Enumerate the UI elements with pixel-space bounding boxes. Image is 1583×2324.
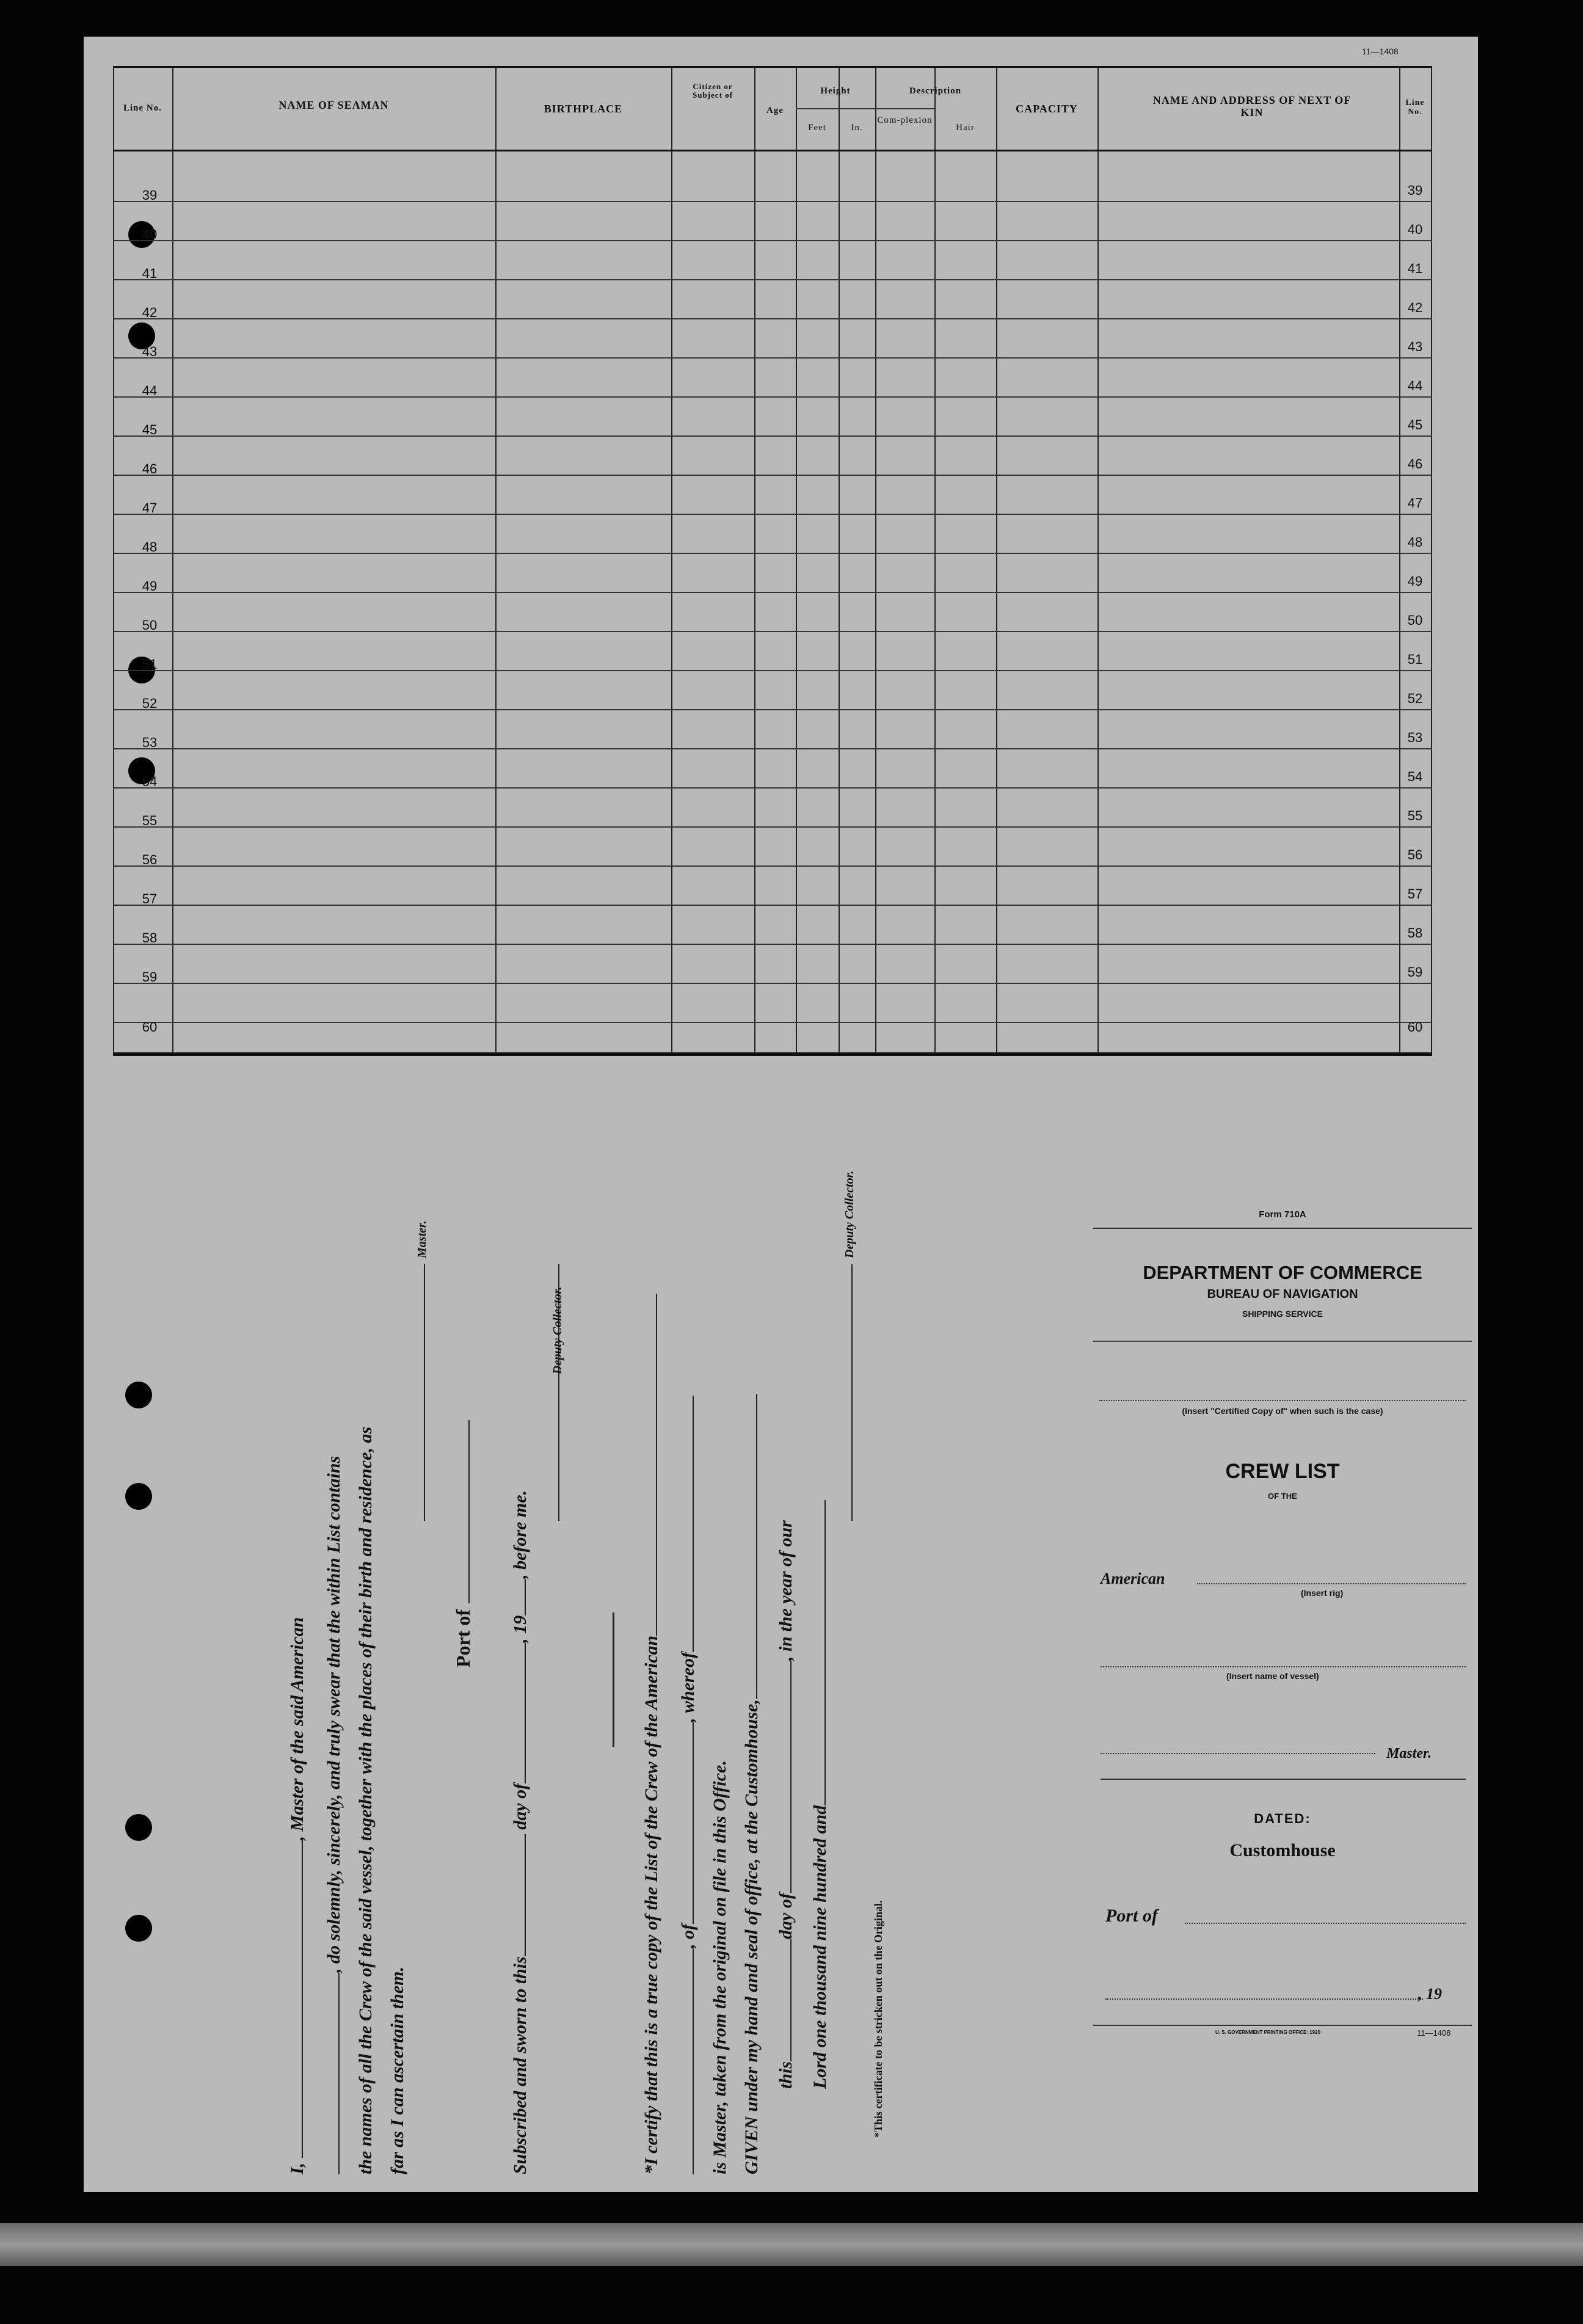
given-this: this	[776, 2061, 796, 2089]
row-number: 44	[142, 383, 158, 398]
row-number-right: 59	[1407, 964, 1423, 980]
header-description: Description	[909, 86, 962, 96]
row-number: 47	[142, 500, 158, 515]
oath-master-of: , Master of the said American	[287, 1617, 307, 1841]
cover-form-code: 11—1408	[1417, 2028, 1451, 2038]
row-number-right: 41	[1407, 261, 1423, 276]
oath-i: I,	[287, 2162, 307, 2174]
row-number-right: 44	[1407, 378, 1423, 393]
oath-deputy-collector-2: Deputy Collector.	[843, 1170, 856, 1258]
cover-block	[1093, 1209, 1472, 2052]
oath-names: the names of all the Crew of the said vessel, together with the places of their birth and residence, as	[355, 1426, 376, 2174]
row-number: 58	[142, 930, 158, 945]
given-text: GIVEN under my hand and seal of office, at the Customhouse,	[741, 1699, 762, 2174]
row-number-right: 43	[1407, 339, 1423, 354]
header-complexion: Com-plexion	[877, 115, 933, 125]
row-number: 40	[142, 227, 158, 242]
row-number-right: 57	[1407, 886, 1423, 902]
crew-list-title: CREW LIST	[1225, 1460, 1340, 1483]
dated-label: DATED:	[1254, 1811, 1311, 1826]
master-label: Master.	[1386, 1746, 1432, 1761]
row-number-right: 39	[1407, 183, 1423, 198]
row-number-right: 46	[1407, 456, 1423, 472]
form-number: Form 710A	[1259, 1209, 1306, 1220]
row-number: 48	[142, 539, 158, 555]
oath-ascertain: far as I can ascertain them.	[387, 1966, 407, 2174]
insert-vessel-note: (Insert name of vessel)	[1226, 1671, 1319, 1681]
oath-day-of: day of	[510, 1783, 530, 1830]
customhouse-label: Customhouse	[1229, 1840, 1336, 1860]
given-day-of: day of	[776, 1893, 796, 1939]
row-number-right: 50	[1407, 613, 1423, 628]
row-number-right: 51	[1407, 652, 1423, 667]
oath-swear: , do solemnly, sincerely, and truly swear that the within List contains	[324, 1455, 344, 1973]
row-number-right: 53	[1407, 730, 1423, 745]
row-number-right: 45	[1407, 417, 1423, 432]
oath-before-me: , before me.	[510, 1490, 530, 1579]
punch-hole	[125, 1483, 152, 1510]
row-number: 53	[142, 735, 158, 750]
header-line-no: Line No.	[123, 103, 162, 113]
bureau-title: BUREAU OF NAVIGATION	[1207, 1288, 1358, 1301]
oath-deputy-collector-1: Deputy Collector.	[551, 1286, 564, 1374]
service-title: SHIPPING SERVICE	[1242, 1309, 1323, 1319]
header-capacity: CAPACITY	[1016, 103, 1078, 115]
row-number: 45	[142, 422, 158, 437]
header-name-of-seaman: NAME OF SEAMAN	[278, 99, 389, 111]
certify-whereof: , whereof	[678, 1652, 698, 1722]
oath-19: , 19	[510, 1615, 530, 1643]
oath-subscribed: Subscribed and sworn to this	[510, 1956, 530, 2174]
oath-section	[287, 1167, 1081, 2174]
row-number-right: 54	[1407, 769, 1423, 784]
given-year-of-our: , in the year of our	[776, 1520, 796, 1661]
crew-table	[113, 66, 1432, 1056]
department-title: DEPARTMENT OF COMMERCE	[1143, 1262, 1422, 1283]
row-number-right: 56	[1407, 847, 1423, 862]
certify-text: *I certify that this is a true copy of the List of the Crew of the American	[641, 1635, 661, 2174]
row-number: 50	[142, 617, 158, 633]
row-number: 55	[142, 813, 158, 828]
header-next-of-kin: NAME AND ADDRESS OF NEXT OF KIN	[1152, 94, 1352, 118]
row-number: 42	[142, 305, 158, 320]
row-number-right: 55	[1407, 808, 1423, 823]
header-citizen: Citizen or Subject of	[693, 82, 733, 100]
header-line-no-right: Line No.	[1405, 98, 1425, 117]
punch-hole	[125, 1814, 152, 1841]
row-number: 56	[142, 852, 158, 867]
row-number: 49	[142, 578, 158, 594]
header-in: In.	[851, 123, 863, 133]
row-number-right: 42	[1407, 300, 1423, 315]
certify-of: , of	[678, 1924, 698, 1948]
header-birthplace: BIRTHPLACE	[544, 103, 623, 115]
american-label: American	[1101, 1570, 1165, 1587]
printer-imprint: U. S. GOVERNMENT PRINTING OFFICE: 1920	[1215, 2030, 1321, 2035]
port-of-label: Port of	[1105, 1906, 1158, 1926]
row-number: 46	[142, 461, 158, 476]
row-number: 41	[142, 266, 158, 281]
given-lord: Lord one thousand nine hundred and	[810, 1805, 830, 2089]
oath-master-sig: Master.	[415, 1220, 429, 1258]
row-number: 57	[142, 891, 158, 906]
row-number: 51	[142, 657, 158, 672]
row-number: 39	[142, 188, 158, 203]
row-number: 59	[142, 969, 158, 985]
row-number-right: 47	[1407, 495, 1423, 511]
row-number: 43	[142, 344, 158, 359]
header-hair: Hair	[956, 123, 975, 133]
scanner-band	[0, 2223, 1583, 2266]
year-19-label: , 19	[1418, 1985, 1442, 2003]
certify-is-master: is Master, taken from the original on file in this Office.	[710, 1760, 730, 2174]
insert-certified-note: (Insert "Certified Copy of" when such is the case)	[1182, 1406, 1383, 1416]
insert-rig-note: (Insert rig)	[1301, 1588, 1344, 1598]
row-number-right: 58	[1407, 925, 1423, 941]
header-height: Height	[820, 86, 851, 96]
oath-port-of: Port of	[452, 1609, 474, 1667]
row-number: 52	[142, 696, 158, 711]
row-number-right: 48	[1407, 534, 1423, 550]
certificate-footnote: *This certificate to be stricken out on the Original.	[872, 1900, 884, 2138]
row-number-right: 49	[1407, 574, 1423, 589]
punch-hole	[125, 1915, 152, 1942]
header-feet: Feet	[808, 123, 826, 133]
row-number: 54	[142, 774, 158, 789]
row-number-right: 52	[1407, 691, 1423, 706]
header-age: Age	[766, 106, 784, 115]
row-number: 60	[142, 1019, 158, 1035]
row-number-right: 40	[1407, 222, 1423, 237]
of-the-label: OF THE	[1268, 1492, 1297, 1501]
punch-hole	[125, 1382, 152, 1408]
row-number-right: 60	[1407, 1019, 1423, 1035]
form-code-top: 11—1408	[1362, 46, 1399, 56]
